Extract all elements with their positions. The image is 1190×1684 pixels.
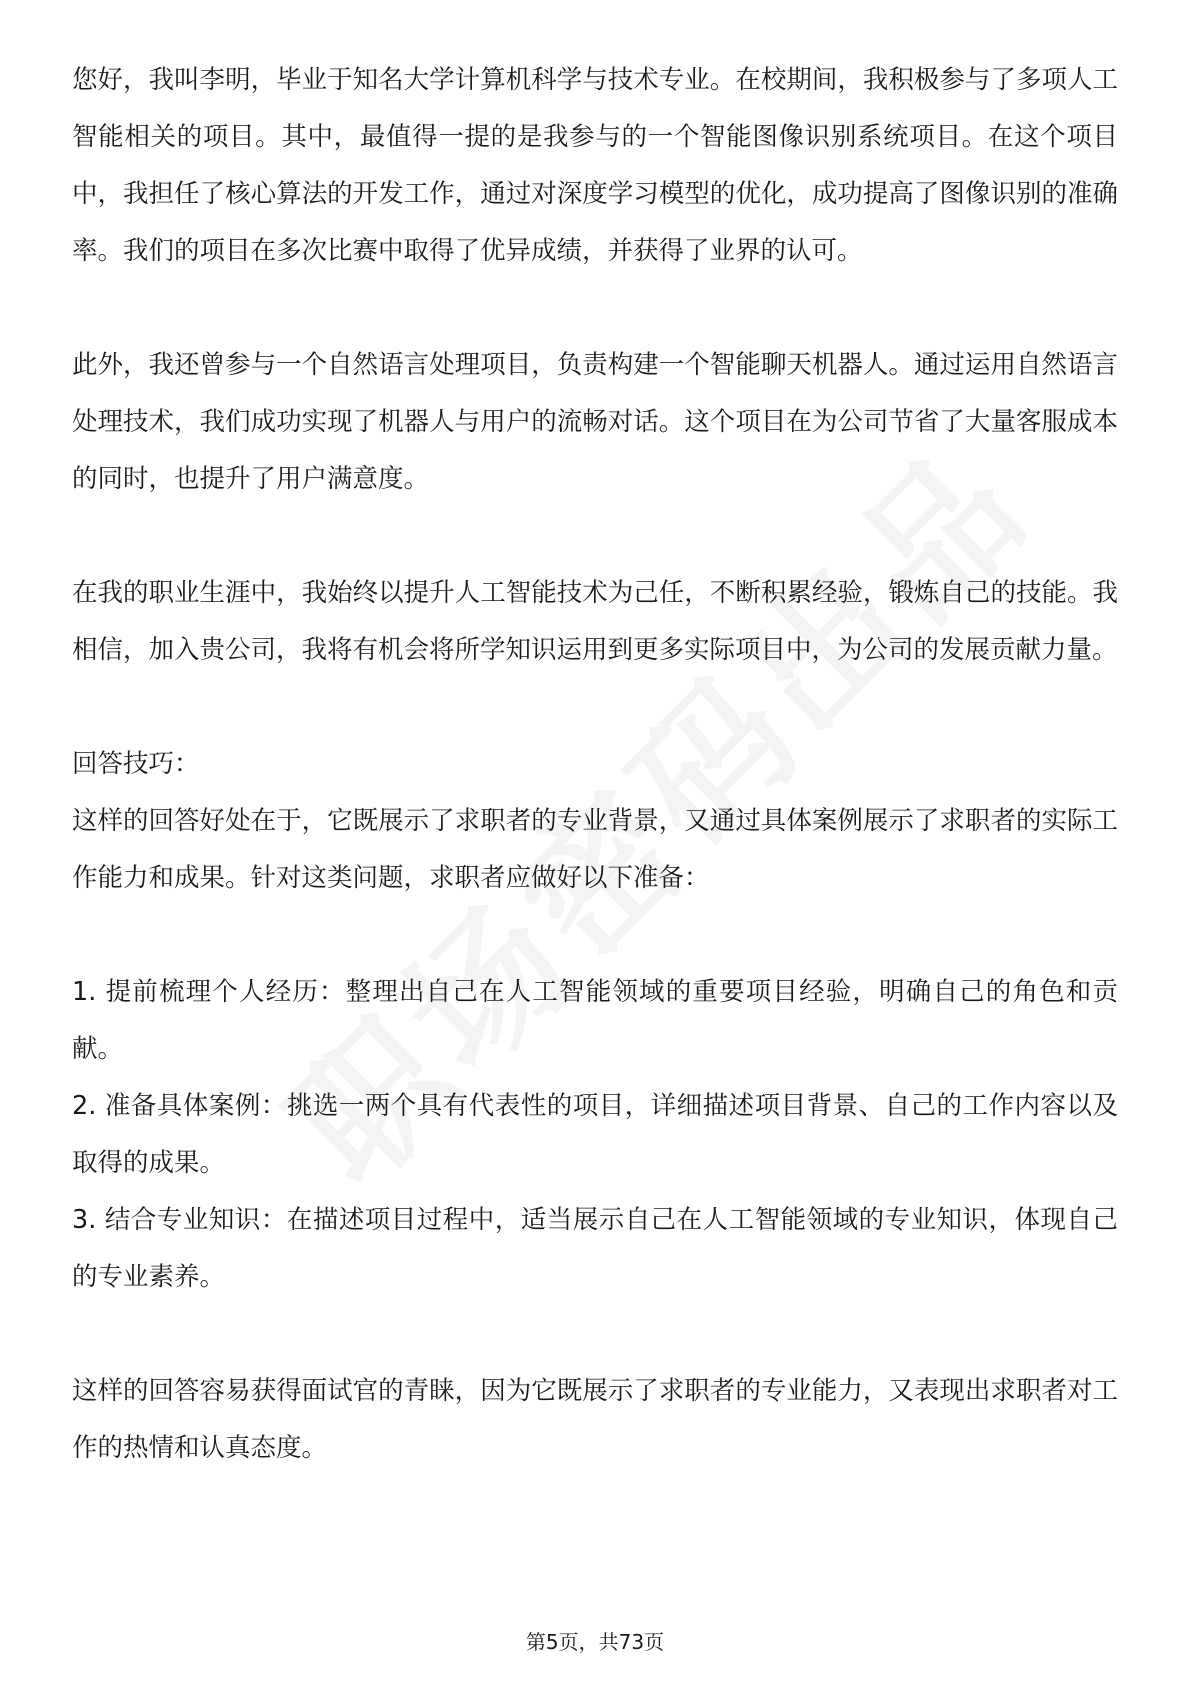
paragraph-gap <box>72 679 1118 736</box>
paragraph-gap <box>72 508 1118 565</box>
paragraph-career: 在我的职业生涯中，我始终以提升人工智能技术为己任，不断积累经验，锻炼自己的技能。我相信，加入贵公司，我将有机会将所学知识运用到更多实际项目中，为公司的发展贡献力量。 <box>72 578 1118 665</box>
paragraph-conclusion: 这样的回答容易获得面试官的青睐，因为它既展示了求职者的专业能力，又表现出求职者对工作的热情和认真态度。 <box>72 1376 1118 1463</box>
tips-item-2: 2. 准备具体案例：挑选一两个具有代表性的项目，详细描述项目背景、自己的工作内容以及取得的成果。 <box>72 1091 1118 1178</box>
tips-heading: 回答技巧： <box>72 749 200 779</box>
page-number: 第5页，共73页 <box>525 1630 665 1654</box>
paragraph-gap <box>72 1306 1118 1363</box>
document-body <box>72 52 1118 1477</box>
paragraph-gap <box>72 280 1118 337</box>
tips-intro: 这样的回答好处在于，它既展示了求职者的专业背景，又通过具体案例展示了求职者的实际工作能力和成果。针对这类问题，求职者应做好以下准备： <box>72 806 1118 893</box>
paragraph-nlp-project: 此外，我还曾参与一个自然语言处理项目，负责构建一个智能聊天机器人。通过运用自然语言处理技术，我们成功实现了机器人与用户的流畅对话。这个项目在为公司节省了大量客服成本的同时，也提升了用户满意度。 <box>72 350 1118 494</box>
tips-item-3: 3. 结合专业知识：在描述项目过程中，适当展示自己在人工智能领域的专业知识，体现自己的专业素养。 <box>72 1205 1118 1292</box>
tips-item-1: 1. 提前梳理个人经历：整理出自己在人工智能领域的重要项目经验，明确自己的角色和贡献。 <box>72 977 1118 1064</box>
paragraph-gap <box>72 907 1118 964</box>
paragraph-intro: 您好，我叫李明，毕业于知名大学计算机科学与技术专业。在校期间，我积极参与了多项人工智能相关的项目。其中，最值得一提的是我参与的一个智能图像识别系统项目。在这个项目中，我担任了核心算法的开发工作，通过对深度学习模型的优化，成功提高了图像识别的准确率。我们的项目在多次比赛中取得了优异成绩，并获得了业界的认可。 <box>72 65 1118 266</box>
